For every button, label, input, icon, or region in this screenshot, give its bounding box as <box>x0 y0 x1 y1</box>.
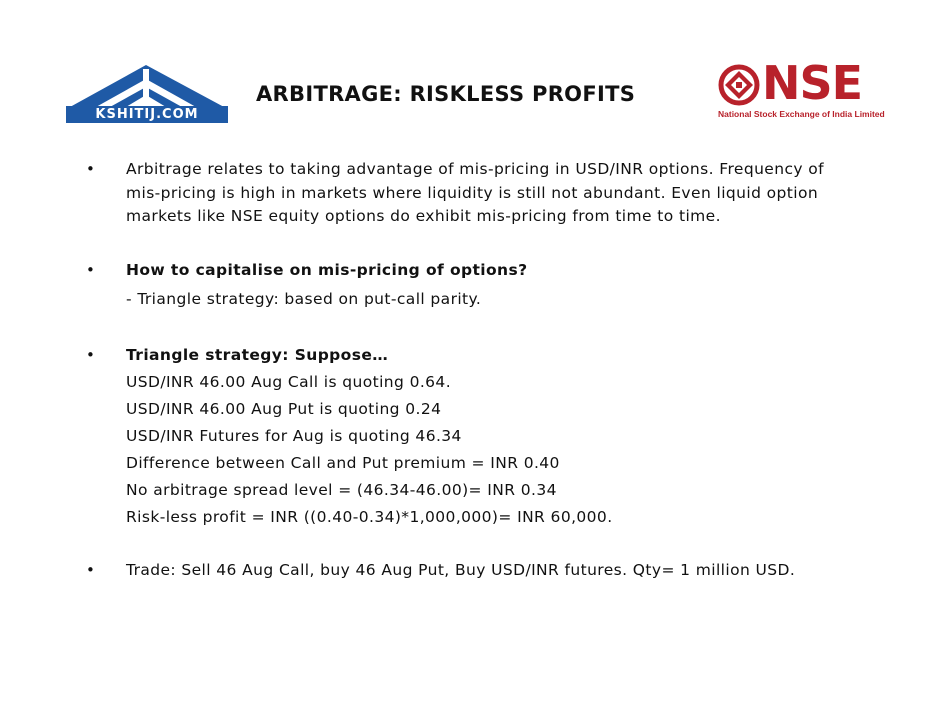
calc-line-no-arbitrage-spread: No arbitrage spread level = (46.34-46.00)= INR 0.34 <box>126 480 557 499</box>
bullet-heading: How to capitalise on mis-pricing of options? <box>126 260 528 279</box>
slide-content <box>84 158 844 582</box>
bullet-text: Trade: Sell 46 Aug Call, buy 46 Aug Put, Buy USD/INR futures. Qty= 1 million USD. <box>126 560 796 579</box>
bullet-text: Arbitrage relates to taking advantage of mis-pricing in USD/INR options. Frequency of mis-pricing is high in markets where liquidity is still not abundant. Even liquid option markets like NSE equity options do exhibit mis-pricing from time to time. <box>126 160 825 225</box>
bullet-dot: • <box>86 160 95 178</box>
kshitij-logo-icon <box>66 63 228 109</box>
nse-logo-icon <box>718 64 760 106</box>
bullet-arbitrage-definition <box>84 158 844 229</box>
calc-line-riskless-profit: Risk-less profit = INR ((0.40-0.34)*1,000,000)= INR 60,000. <box>126 507 613 526</box>
bullet-capitalise <box>84 259 844 312</box>
nse-wordmark: NSE <box>762 56 863 110</box>
kshitij-logo <box>66 63 228 123</box>
calc-line-call-quote: USD/INR 46.00 Aug Call is quoting 0.64. <box>126 372 452 391</box>
bullet-heading: Triangle strategy: Suppose… <box>126 345 389 364</box>
calc-line-futures-quote: USD/INR Futures for Aug is quoting 46.34 <box>126 426 462 445</box>
bullet-dot: • <box>86 345 95 364</box>
bullet-dot: • <box>86 560 95 579</box>
nse-tagline: National Stock Exchange of India Limited <box>718 109 885 119</box>
bullet-dot: • <box>86 260 95 279</box>
kshitij-wordmark: KSHITIJ.COM <box>66 106 228 123</box>
calc-line-premium-difference: Difference between Call and Put premium = INR 0.40 <box>126 453 560 472</box>
nse-logo <box>718 56 885 122</box>
page-title: ARBITRAGE: RISKLESS PROFITS <box>256 82 636 106</box>
bullet-triangle-strategy <box>84 342 844 531</box>
bullet-subtext: - Triangle strategy: based on put-call parity. <box>126 290 482 308</box>
calc-line-put-quote: USD/INR 46.00 Aug Put is quoting 0.24 <box>126 399 442 418</box>
bullet-trade <box>84 559 844 583</box>
